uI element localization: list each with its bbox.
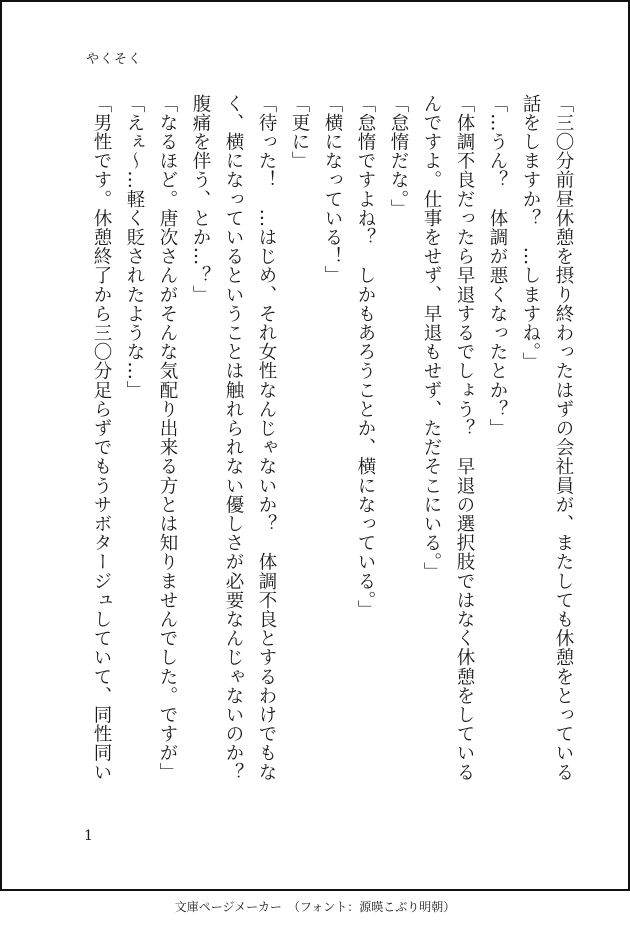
body-text	[76, 94, 576, 794]
text-column: 「えぇ～…軽く貶されたような…」	[124, 94, 145, 400]
text-column: んですよ。仕事をせず、早退もせず、ただそこにいる。」	[421, 94, 442, 582]
footer-credit: 文庫ページメーカー （フォント：源暎こぶり明朝）	[174, 900, 456, 914]
text-column: く、横になっているということは触れられない優しさが必要なんじゃないのか？	[223, 94, 244, 782]
text-column: 「なるほど。唐次さんがそんな気配り出来る方とは知りませんでした。ですが」	[157, 94, 178, 782]
text-column: 「男性です。休憩終了から三〇分足らずでもうサボタージュしていて、同性同い	[91, 94, 112, 782]
running-title: やくそく	[86, 52, 143, 67]
text-column: 「待った！ …はじめ、それ女性なんじゃないか？ 体調不良とするわけでもな	[256, 94, 277, 782]
text-column: 腹痛を伴う、とか…？」	[190, 94, 211, 305]
text-column: 「三〇分前昼休憩を摂り終わったはずの会社員が、またしても休憩をとっている	[553, 94, 574, 782]
text-column: 話をしますか？ …しますね。」	[520, 94, 541, 372]
text-column: 「怠惰だな。」	[388, 94, 409, 219]
text-column: 「…うん？ 体調が悪くなったとか？」	[487, 94, 508, 438]
text-column: 「横になっている！」	[322, 94, 343, 285]
text-column: 「更に」	[289, 94, 310, 171]
text-column: 「怠惰ですよね？ しかもあろうことか、横になっている。」	[355, 94, 376, 620]
text-column: 「体調不良だったら早退するでしょう？ 早退の選択肢ではなく休憩をしている	[454, 94, 475, 782]
page-number: 1	[84, 828, 93, 844]
